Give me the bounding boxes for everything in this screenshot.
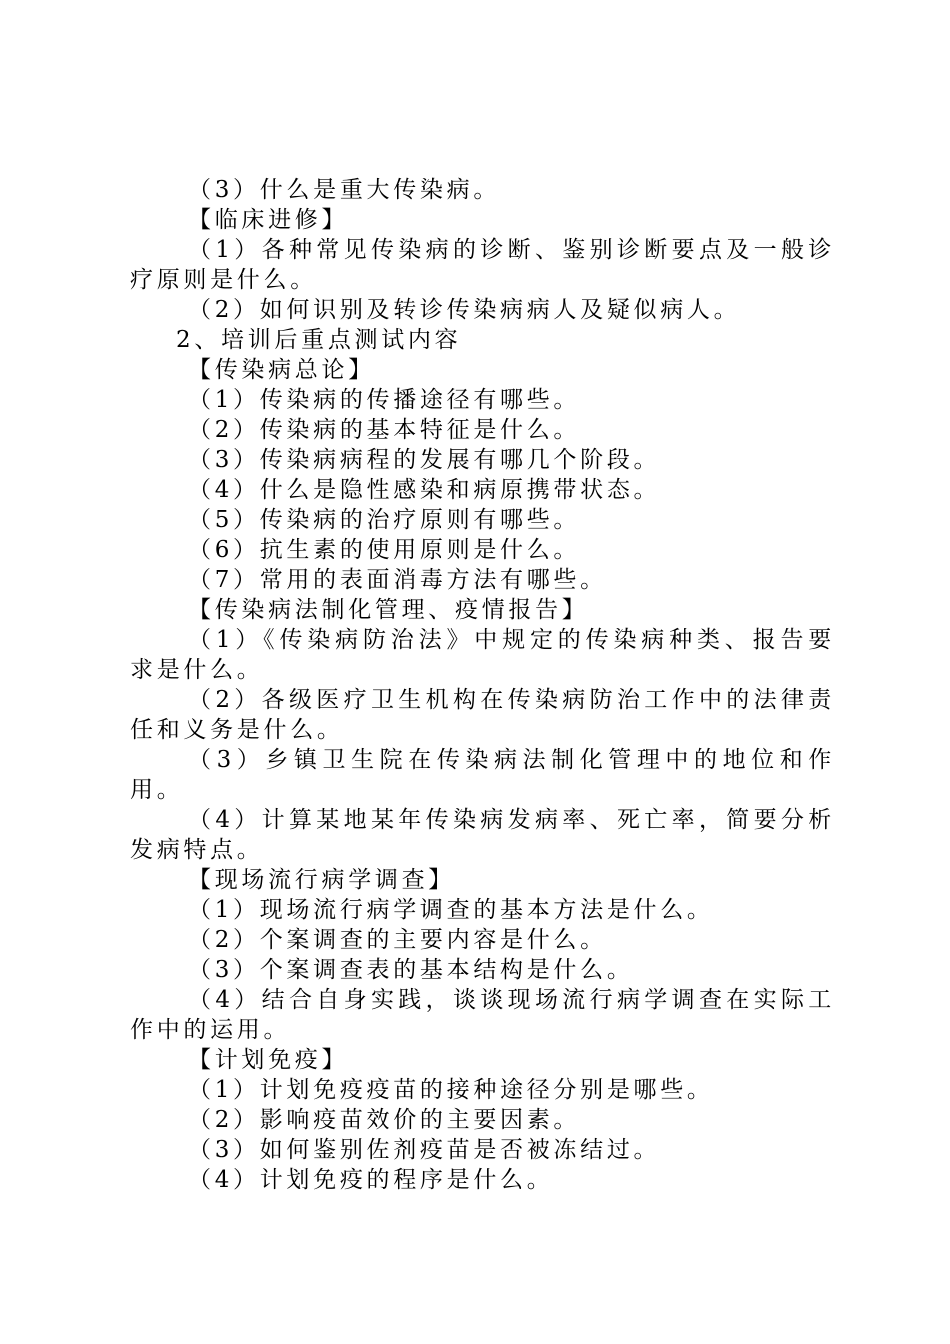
list-item: （1）现场流行病学调查的基本方法是什么。 — [188, 897, 714, 923]
list-item: （5）传染病的治疗原则有哪些。 — [188, 507, 581, 533]
list-item: （2）各级医疗卫生机构在传染病防治工作中的法律责任和义务是什么。 — [130, 687, 835, 743]
list-item: （7）常用的表面消毒方法有哪些。 — [188, 567, 607, 593]
list-item: （2）传染病的基本特征是什么。 — [188, 417, 581, 443]
list-item: （3）传染病病程的发展有哪几个阶段。 — [188, 447, 661, 473]
list-item: （3）乡镇卫生院在传染病法制化管理中的地位和作用。 — [130, 747, 835, 803]
list-item: （1）各种常见传染病的诊断、鉴别诊断要点及一般诊疗原则是什么。 — [130, 237, 835, 293]
list-item: （3）什么是重大传染病。 — [188, 177, 501, 203]
section-heading: 【计划免疫】 — [188, 1047, 349, 1073]
section-heading: 【传染病总论】 — [188, 357, 375, 383]
list-item: （4）计算某地某年传染病发病率、死亡率，简要分析发病特点。 — [130, 807, 835, 863]
list-item: （4）什么是隐性感染和病原携带状态。 — [188, 477, 661, 503]
list-item: （2）个案调查的主要内容是什么。 — [188, 927, 607, 953]
section-heading: 【现场流行病学调查】 — [188, 867, 455, 893]
list-item: （2）影响疫苗效价的主要因素。 — [188, 1107, 581, 1133]
list-item: （1）《传染病防治法》中规定的传染病种类、报告要求是什么。 — [130, 627, 835, 683]
list-item: （3）如何鉴别佐剂疫苗是否被冻结过。 — [188, 1137, 661, 1163]
list-item: （4）计划免疫的程序是什么。 — [188, 1167, 554, 1193]
list-item: （3）个案调查表的基本结构是什么。 — [188, 957, 634, 983]
list-item: （6）抗生素的使用原则是什么。 — [188, 537, 581, 563]
list-item: （4）结合自身实践，谈谈现场流行病学调查在实际工作中的运用。 — [130, 987, 835, 1043]
document-body — [130, 175, 835, 1195]
section-heading: 【传染病法制化管理、疫情报告】 — [188, 597, 589, 623]
list-item: （2）如何识别及转诊传染病病人及疑似病人。 — [188, 297, 741, 323]
subsection-heading: 2、培训后重点测试内容 — [176, 327, 462, 353]
list-item: （1）传染病的传播途径有哪些。 — [188, 387, 581, 413]
section-heading: 【临床进修】 — [188, 207, 349, 233]
list-item: （1）计划免疫疫苗的接种途径分别是哪些。 — [188, 1077, 714, 1103]
